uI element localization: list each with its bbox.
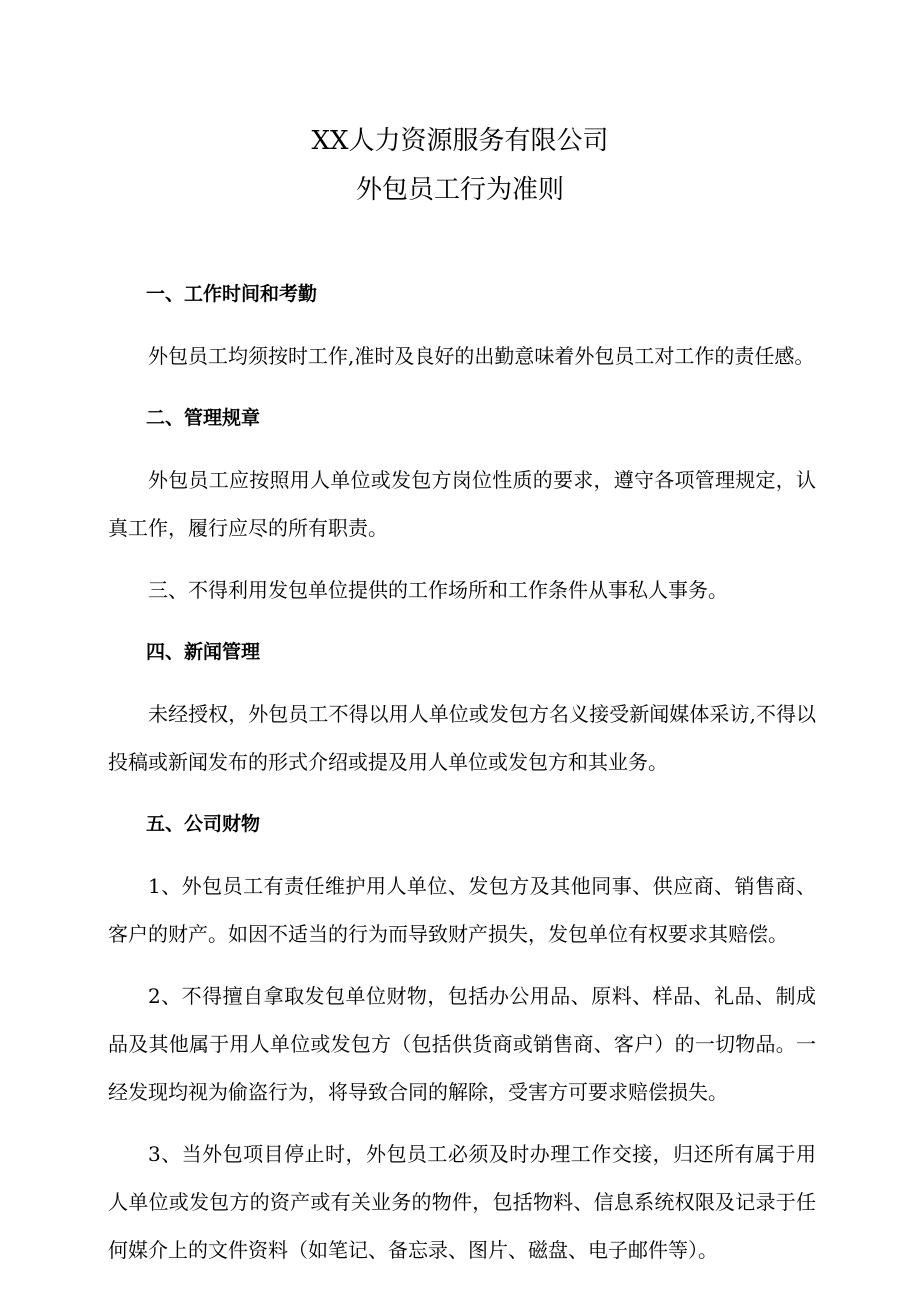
section-heading-work-hours: 一、工作时间和考勤 [146,283,318,305]
section-heading-regulations: 二、管理规章 [146,407,261,429]
section-heading-property: 五、公司财物 [146,813,261,835]
company-name: XX人力资源服务有限公司 [311,126,609,156]
section-text-private-affairs: 三、不得利用发包单位提供的工作场所和工作条件从事私人事务。 [148,578,728,602]
section-text-news: 未经授权，外包员工不得以用人单位或发包方名义接受新闻媒体采访,不得以投稿或新闻发布的形式介绍或提及用人单位或发包方和其业务。 [108,702,816,774]
property-item-1: 1、外包员工有责任维护用人单位、发包方及其他同事、供应商、销售商、客户的财产。如因不适当的行为而导致财产损失，发包单位有权要求其赔偿。 [108,874,816,946]
section-heading-news: 四、新闻管理 [146,641,261,663]
section-text-work-hours: 外包员工均须按时工作,准时及良好的出勤意味着外包员工对工作的责任感。 [148,344,815,368]
document-body [108,270,816,1288]
section-text-regulations: 外包员工应按照用人单位或发包方岗位性质的要求，遵守各项管理规定，认真工作，履行应尽的所有职责。 [108,468,816,540]
property-item-2: 2、不得擅自拿取发包单位财物，包括办公用品、原料、样品、礼品、制成品及其他属于用人单位或发包方（包括供货商或销售商、客户）的一切物品。一经发现均视为偷盗行为，将导致合同的解除，受害方可要求赔偿损失。 [108,984,816,1104]
document-title: 外包员工行为准则 [355,175,564,205]
property-item-3: 3、当外包项目停止时，外包员工必须及时办理工作交接，归还所有属于用人单位或发包方的资产或有关业务的物件，包括物料、信息系统权限及记录于任何媒介上的文件资料（如笔记、备忘录、图片、磁盘、电子邮件等）。 [108,1142,816,1262]
